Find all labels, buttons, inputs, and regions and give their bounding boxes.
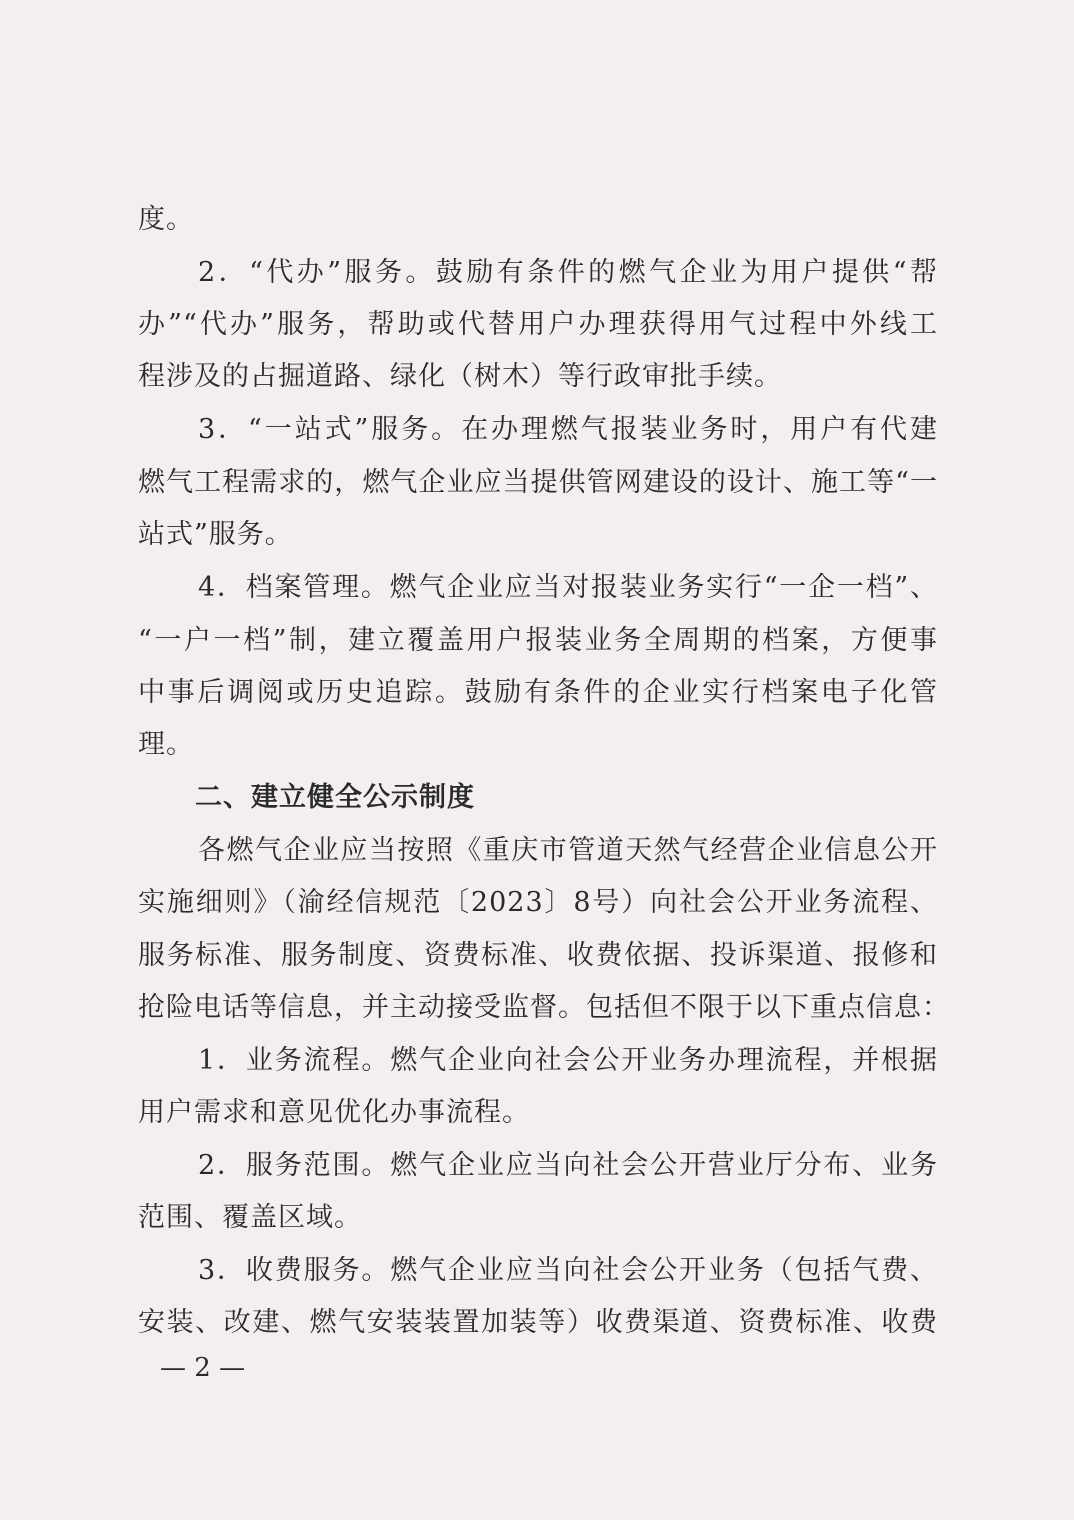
- text-line: 2．服务范围。燃气企业应当向社会公开营业厅分布、业务: [198, 1150, 938, 1181]
- text-line: 3．收费服务。燃气企业应当向社会公开业务（包括气费、: [198, 1255, 938, 1286]
- text-line: 站式”服务。: [138, 519, 293, 550]
- text-line: 中事后调阅或历史追踪。鼓励有条件的企业实行档案电子化管: [138, 677, 938, 708]
- text-line: 办”“代办”服务，帮助或代替用户办理获得用气过程中外线工: [138, 309, 938, 340]
- section-heading: 二、建立健全公示制度: [195, 782, 475, 813]
- text-line: 安装、改建、燃气安装装置加装等）收费渠道、资费标准、收费: [138, 1307, 938, 1338]
- text-line: 服务标准、服务制度、资费标准、收费依据、投诉渠道、报修和: [138, 940, 938, 971]
- text-line: 范围、覆盖区域。: [138, 1202, 362, 1233]
- text-line: 实施细则》（渝经信规范〔2023〕8号）向社会公开业务流程、: [138, 887, 938, 918]
- page-number: — 2 —: [160, 1353, 246, 1383]
- text-line: 程涉及的占掘道路、绿化（树木）等行政审批手续。: [138, 361, 782, 392]
- text-line: 度。: [138, 204, 194, 235]
- text-line: 4．档案管理。燃气企业应当对报装业务实行“一企一档”、: [198, 572, 938, 603]
- text-line: 2．“代办”服务。鼓励有条件的燃气企业为用户提供“帮: [198, 257, 938, 288]
- text-line: 各燃气企业应当按照《重庆市管道天然气经营企业信息公开: [198, 835, 938, 866]
- text-line: 3．“一站式”服务。在办理燃气报装业务时，用户有代建: [198, 414, 938, 445]
- text-line: “一户一档”制，建立覆盖用户报装业务全周期的档案，方便事: [138, 625, 938, 656]
- text-line: 抢险电话等信息，并主动接受监督。包括但不限于以下重点信息：: [138, 992, 950, 1023]
- text-line: 理。: [138, 729, 194, 760]
- text-line: 燃气工程需求的，燃气企业应当提供管网建设的设计、施工等“一: [138, 467, 938, 498]
- text-line: 1．业务流程。燃气企业向社会公开业务办理流程，并根据: [198, 1045, 938, 1076]
- text-line: 用户需求和意见优化办事流程。: [138, 1097, 530, 1128]
